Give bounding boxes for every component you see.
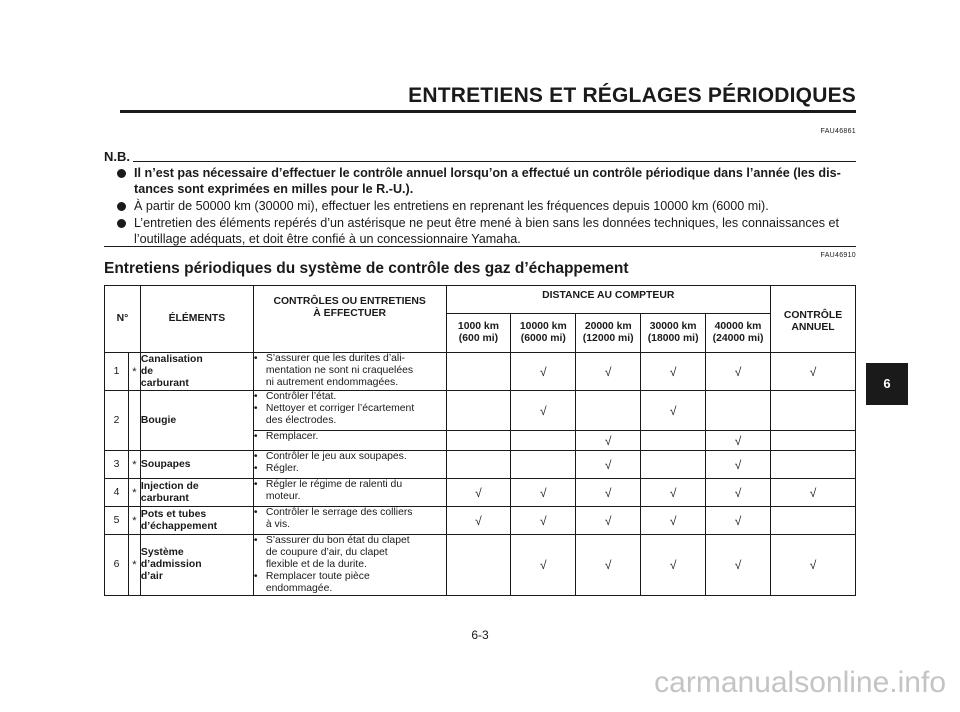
action-text: Contrôler l’état.	[265, 391, 337, 402]
check-mark-icon: √	[604, 457, 612, 472]
check-cell	[511, 353, 576, 391]
action-item	[254, 479, 446, 503]
row-actions	[253, 535, 446, 596]
page-number: 6-3	[471, 628, 489, 642]
header-distance-0: 1000 km (600 mi)	[446, 314, 511, 353]
check-cell	[511, 479, 576, 507]
note-item	[117, 165, 857, 197]
bullet-icon: •	[253, 451, 258, 462]
check-cell	[511, 451, 576, 479]
watermark: carmanualsonline.info	[654, 666, 946, 699]
action-text: S’assurer que les durites d’ali- mentation ne sont ni craquelées ni autrement endommagées.	[265, 353, 414, 388]
check-mark-icon: √	[734, 513, 742, 528]
bullet-icon	[117, 169, 126, 178]
row-actions	[253, 391, 446, 431]
header-distance-3: 30000 km (18000 mi)	[641, 314, 706, 353]
check-mark-icon: √	[809, 485, 817, 500]
check-cell	[641, 353, 706, 391]
row-element: Bougie	[140, 391, 253, 451]
section-heading: Entretiens périodiques du système de contrôle des gaz d’échappement	[104, 260, 629, 277]
check-cell	[641, 451, 706, 479]
check-cell	[446, 535, 511, 596]
header-distance: DISTANCE AU COMPTEUR	[446, 286, 770, 314]
action-item	[254, 391, 446, 403]
row-element: Pots et tubes d’échappement	[140, 507, 253, 535]
maintenance-table	[104, 285, 856, 596]
check-cell	[446, 431, 511, 451]
action-text: Nettoyer et corriger l’écartement des électrodes.	[265, 403, 415, 426]
action-item	[254, 403, 446, 427]
check-cell	[770, 479, 855, 507]
header-number: N°	[105, 286, 141, 353]
bullet-icon: •	[253, 507, 258, 518]
check-cell	[641, 479, 706, 507]
check-cell	[706, 391, 771, 431]
check-cell	[706, 507, 771, 535]
bullet-icon: •	[253, 431, 258, 442]
action-item	[254, 507, 446, 531]
check-mark-icon: √	[734, 433, 742, 448]
reference-code: FAU46861	[820, 128, 856, 135]
bullet-icon: •	[253, 353, 258, 364]
check-cell	[511, 431, 576, 451]
row-number: 4	[105, 479, 129, 507]
check-mark-icon: √	[809, 558, 817, 572]
row-number: 5	[105, 507, 129, 535]
asterisk-marker: *	[128, 507, 140, 535]
check-cell	[770, 431, 855, 451]
asterisk-marker: *	[128, 535, 140, 596]
check-cell	[511, 535, 576, 596]
check-mark-icon: √	[734, 364, 742, 379]
bullet-icon	[117, 219, 126, 228]
check-cell	[641, 391, 706, 431]
check-cell	[576, 431, 641, 451]
check-cell	[770, 391, 855, 431]
row-actions	[253, 451, 446, 479]
note-label: N.B.	[104, 149, 130, 164]
table-row	[105, 451, 856, 479]
header-annual: CONTRÔLE ANNUEL	[770, 286, 855, 353]
header-distance-1: 10000 km (6000 mi)	[511, 314, 576, 353]
check-cell	[446, 451, 511, 479]
action-text: Remplacer.	[265, 431, 319, 442]
row-element: Système d’admission d’air	[140, 535, 253, 596]
row-number: 6	[105, 535, 129, 596]
check-cell	[641, 535, 706, 596]
action-item	[254, 353, 446, 389]
check-cell	[446, 353, 511, 391]
action-text: Remplacer toute pièce endommagée.	[265, 571, 370, 594]
check-mark-icon: √	[475, 513, 482, 528]
check-cell	[706, 431, 771, 451]
page-title: ENTRETIENS ET RÉGLAGES PÉRIODIQUES	[408, 84, 856, 107]
bullet-icon: •	[253, 535, 258, 546]
note-list	[117, 165, 857, 248]
asterisk-marker: *	[128, 353, 140, 391]
action-text: Régler le régime de ralenti du moteur.	[265, 479, 403, 502]
row-actions	[253, 353, 446, 391]
check-mark-icon: √	[809, 364, 817, 379]
row-number: 2	[105, 391, 129, 451]
check-mark-icon: √	[734, 558, 742, 572]
check-cell	[641, 431, 706, 451]
check-cell	[706, 535, 771, 596]
action-text: S’assurer du bon état du clapet de coupure d’air, du clapet flexible et de la durite.	[265, 535, 410, 570]
asterisk-marker: *	[128, 479, 140, 507]
note-text: Il n’est pas nécessaire d’effectuer le contrôle annuel lorsqu’on a effectué un contrôle périodique dans l’année (les dis-tances sont exprimées en milles pour le R.-U.).	[134, 166, 841, 196]
bullet-icon: •	[253, 463, 258, 474]
check-mark-icon: √	[540, 485, 547, 500]
table-row	[105, 507, 856, 535]
check-mark-icon: √	[540, 513, 547, 528]
section-reference-code: FAU46910	[820, 252, 856, 259]
check-cell	[770, 451, 855, 479]
check-cell	[770, 507, 855, 535]
row-actions	[253, 431, 446, 451]
check-mark-icon: √	[604, 485, 612, 500]
bullet-icon: •	[253, 403, 258, 414]
action-item	[254, 451, 446, 463]
note-item	[117, 198, 857, 214]
row-element: Soupapes	[140, 451, 253, 479]
check-cell	[770, 535, 855, 596]
check-cell	[706, 353, 771, 391]
check-cell	[576, 391, 641, 431]
check-cell	[511, 507, 576, 535]
check-cell	[511, 391, 576, 431]
check-cell	[446, 479, 511, 507]
check-cell	[706, 451, 771, 479]
check-mark-icon: √	[604, 433, 612, 448]
check-cell	[576, 479, 641, 507]
note-text: À partir de 50000 km (30000 mi), effectuer les entretiens en reprenant les fréquences depuis 10000 km (6000 mi).	[134, 199, 769, 213]
check-mark-icon: √	[604, 558, 612, 572]
bullet-icon: •	[253, 391, 258, 402]
title-rule	[120, 110, 856, 113]
check-mark-icon: √	[669, 485, 677, 500]
asterisk-marker: *	[128, 451, 140, 479]
check-cell	[770, 353, 855, 391]
check-mark-icon: √	[669, 364, 677, 379]
table-row	[105, 479, 856, 507]
check-cell	[446, 391, 511, 431]
header-distance-2: 20000 km (12000 mi)	[576, 314, 641, 353]
action-item	[254, 463, 446, 475]
action-text: Contrôler le serrage des colliers à vis.	[265, 507, 413, 530]
check-cell	[446, 507, 511, 535]
asterisk-marker	[128, 391, 140, 451]
section-rule	[104, 246, 856, 247]
check-cell	[576, 507, 641, 535]
bullet-icon: •	[253, 479, 258, 490]
check-cell	[706, 479, 771, 507]
row-number: 3	[105, 451, 129, 479]
check-mark-icon: √	[540, 558, 547, 572]
row-element: Canalisation de carburant	[140, 353, 253, 391]
check-mark-icon: √	[669, 558, 677, 572]
check-cell	[576, 353, 641, 391]
action-item	[254, 431, 446, 443]
row-element: Injection de carburant	[140, 479, 253, 507]
header-actions: CONTRÔLES OU ENTRETIENS À EFFECTUER	[253, 286, 446, 353]
chapter-tab: 6	[866, 363, 908, 405]
table-row	[105, 535, 856, 596]
header-distance-4: 40000 km (24000 mi)	[706, 314, 771, 353]
check-cell	[576, 451, 641, 479]
check-mark-icon: √	[669, 513, 677, 528]
note-rule	[133, 161, 856, 162]
row-number: 1	[105, 353, 129, 391]
action-item	[254, 571, 446, 595]
bullet-icon	[117, 202, 126, 211]
row-actions	[253, 479, 446, 507]
check-mark-icon: √	[475, 485, 482, 500]
check-mark-icon: √	[604, 513, 612, 528]
action-item	[254, 535, 446, 571]
check-mark-icon: √	[734, 457, 742, 472]
table-row	[105, 353, 856, 391]
row-actions	[253, 507, 446, 535]
check-mark-icon: √	[734, 485, 742, 500]
check-mark-icon: √	[669, 403, 677, 418]
note-text: L’entretien des éléments repérés d’un astérisque ne peut être mené à bien sans les données techniques, les connaissances et l’outillage adéquats, et doit être confié à un concessionnaire Yamaha.	[134, 216, 840, 246]
header-elements: ÉLÉMENTS	[140, 286, 253, 353]
note-item	[117, 215, 857, 247]
check-cell	[641, 507, 706, 535]
check-cell	[576, 535, 641, 596]
table-row	[105, 391, 856, 431]
bullet-icon: •	[253, 571, 258, 582]
check-mark-icon: √	[540, 403, 547, 418]
check-mark-icon: √	[604, 364, 612, 379]
action-text: Régler.	[265, 463, 299, 474]
action-text: Contrôler le jeu aux soupapes.	[265, 451, 407, 462]
check-mark-icon: √	[540, 364, 547, 379]
